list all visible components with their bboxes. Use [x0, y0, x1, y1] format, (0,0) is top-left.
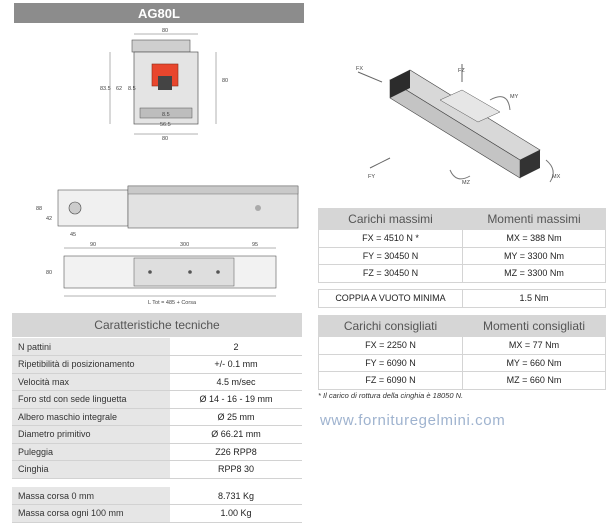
table-row — [319, 230, 606, 248]
mass-label: Massa corsa 0 mm — [12, 487, 170, 505]
dim-height-62: 62 — [116, 86, 123, 92]
table-row — [319, 372, 606, 390]
spec-value: Ø 14 - 16 - 19 mm — [170, 391, 302, 409]
rec-loads-header: Carichi consigliati — [319, 316, 463, 337]
table-row — [12, 426, 302, 444]
max-loads-table — [318, 208, 606, 283]
spec-value: Ø 66.21 mm — [170, 426, 302, 444]
dim-85: 8.5 — [128, 86, 136, 92]
length-view-drawing — [40, 238, 300, 310]
actuator-3d-view — [350, 60, 580, 200]
spec-label: Puleggia — [12, 443, 170, 461]
table-row — [319, 337, 606, 355]
axis-my: MY — [510, 94, 519, 100]
axis-fz: FZ — [458, 68, 465, 74]
dim-bottom-565: 56.5 — [160, 122, 171, 128]
spec-value: +/- 0.1 mm — [170, 356, 302, 374]
axis-mx: MX — [552, 174, 561, 180]
torque-table — [318, 289, 606, 308]
axis-mz: MZ — [462, 180, 470, 186]
dim-side-45: 45 — [70, 232, 77, 238]
spec-value: 2 — [170, 338, 302, 356]
table-cell: FX = 4510 N * — [319, 230, 463, 248]
table-cell: MX = 77 Nm — [463, 337, 606, 355]
dim-bottom-80: 80 — [162, 136, 169, 142]
dim-height-total: 83.5 — [100, 86, 111, 92]
spec-label: Velocità max — [12, 373, 170, 391]
table-row — [319, 290, 606, 308]
axis-fx: FX — [356, 66, 364, 72]
tech-header: Caratteristiche tecniche — [12, 313, 302, 337]
dim-right-80: 80 — [222, 78, 229, 84]
spec-label: Diametro primitivo — [12, 426, 170, 444]
spec-value: Z26 RPP8 — [170, 443, 302, 461]
dim-bottom-85: 8.5 — [162, 112, 170, 118]
spec-label: Foro std con sede linguetta — [12, 391, 170, 409]
table-row — [12, 356, 302, 374]
belt-note: * Il carico di rottura della cinghia è 18050 N. — [318, 391, 464, 400]
table-cell: FZ = 30450 N — [319, 265, 463, 283]
table-row — [12, 443, 302, 461]
max-moments-header: Momenti massimi — [463, 209, 606, 230]
table-row — [12, 373, 302, 391]
recommended-loads-table — [318, 315, 606, 390]
rec-moments-header: Momenti consigliati — [463, 316, 606, 337]
spec-label: N pattini — [12, 338, 170, 356]
mass-value: 8.731 Kg — [170, 487, 302, 505]
table-row — [319, 247, 606, 265]
mass-label: Massa corsa ogni 100 mm — [12, 505, 170, 523]
axis-fy: FY — [368, 174, 376, 180]
tech-table — [12, 338, 302, 523]
spec-label: Ripetibilità di posizionamento — [12, 356, 170, 374]
spec-value: Ø 25 mm — [170, 408, 302, 426]
table-row — [319, 265, 606, 283]
dim-side-42: 42 — [46, 216, 53, 222]
table-row — [12, 338, 302, 356]
torque-label: COPPIA A VUOTO MINIMA — [319, 290, 463, 308]
table-row — [12, 391, 302, 409]
torque-value: 1.5 Nm — [463, 290, 606, 308]
table-cell: MZ = 660 Nm — [463, 372, 606, 390]
table-cell: MY = 660 Nm — [463, 354, 606, 372]
table-cell: FY = 30450 N — [319, 247, 463, 265]
table-row — [12, 408, 302, 426]
dim-len-90: 90 — [90, 242, 97, 248]
dim-len-95: 95 — [252, 242, 259, 248]
table-cell: FY = 6090 N — [319, 354, 463, 372]
dim-len-formula: L Tot = 485 + Corsa — [148, 300, 197, 306]
spec-label: Albero maschio integrale — [12, 408, 170, 426]
table-cell: MX = 388 Nm — [463, 230, 606, 248]
dim-len-300: 300 — [180, 242, 190, 248]
product-title: AG80L — [14, 3, 304, 23]
spec-value: 4.5 m/sec — [170, 373, 302, 391]
table-cell: MY = 3300 Nm — [463, 247, 606, 265]
table-cell: FZ = 6090 N — [319, 372, 463, 390]
dim-top: 80 — [162, 28, 169, 34]
watermark-url: www.fornituregelmini.com — [320, 412, 506, 429]
side-view-drawing — [30, 180, 300, 240]
table-row — [319, 354, 606, 372]
table-row — [12, 461, 302, 479]
spec-value: RPP8 30 — [170, 461, 302, 479]
table-row — [12, 505, 302, 523]
spec-label: Cinghia — [12, 461, 170, 479]
max-loads-header: Carichi massimi — [319, 209, 463, 230]
dim-side-88: 88 — [36, 206, 43, 212]
cross-section-drawing — [70, 26, 250, 146]
table-cell: MZ = 3300 Nm — [463, 265, 606, 283]
mass-value: 1.00 Kg — [170, 505, 302, 523]
dim-len-80: 80 — [46, 270, 53, 276]
table-row — [12, 487, 302, 505]
table-cell: FX = 2250 N — [319, 337, 463, 355]
